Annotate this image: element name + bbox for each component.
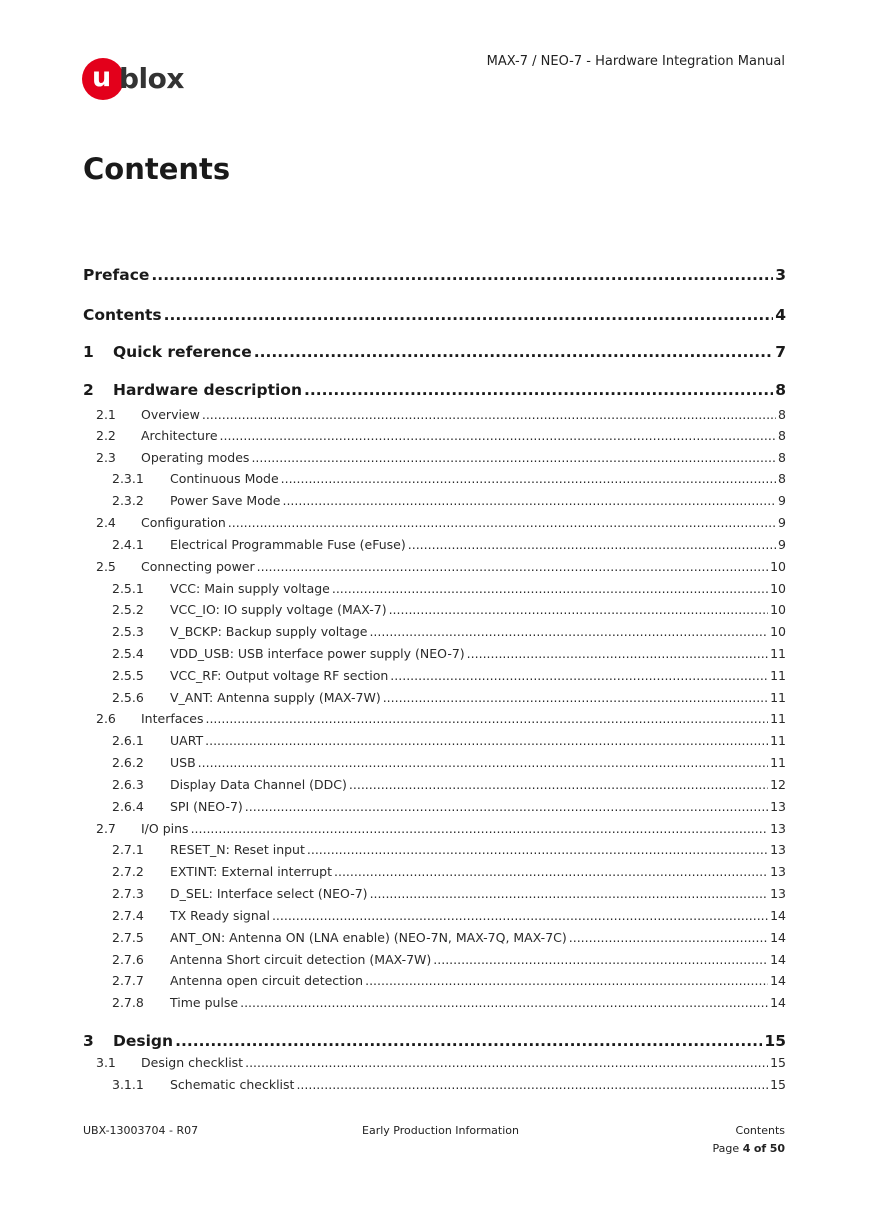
toc-entry[interactable]	[83, 864, 786, 879]
toc-entry[interactable]	[83, 537, 786, 552]
toc-entry-number: 2.5.3	[112, 624, 144, 639]
toc-entry-title: Design	[113, 1032, 174, 1050]
toc-entry-title: I/O pins	[141, 821, 189, 836]
toc-entry-number: 2.5.5	[112, 668, 144, 683]
toc-entry-page: 11	[770, 733, 786, 748]
toc-entry-page: 8	[778, 450, 786, 465]
page-title: Contents	[83, 152, 231, 186]
toc-entry-number: 2.3	[96, 450, 116, 465]
toc-leader-dots	[383, 690, 768, 705]
toc-leader-dots	[370, 886, 769, 901]
toc-entry-title: Electrical Programmable Fuse (eFuse)	[170, 537, 406, 552]
toc-entry-page: 10	[770, 602, 786, 617]
toc-entry-page: 8	[775, 381, 786, 399]
toc-entry-title: Overview	[141, 407, 200, 422]
toc-entry[interactable]	[83, 952, 786, 967]
toc-leader-dots	[365, 973, 768, 988]
document-title: MAX-7 / NEO-7 - Hardware Integration Manual	[486, 54, 785, 69]
toc-entry[interactable]	[83, 559, 786, 574]
ublox-logo	[82, 58, 192, 100]
toc-entry-number: 2.5.6	[112, 690, 144, 705]
toc-leader-dots	[254, 343, 773, 361]
toc-entry-number: 2.6.3	[112, 777, 144, 792]
toc-entry-page: 10	[770, 581, 786, 596]
toc-entry-number: 2.6	[96, 711, 116, 726]
toc-entry[interactable]	[83, 755, 786, 770]
footer-doc-id: UBX-13003704 - R07	[83, 1124, 199, 1137]
toc-entry-title: Operating modes	[141, 450, 250, 465]
toc-entry-page: 11	[770, 690, 786, 705]
toc-entry-page: 9	[778, 493, 786, 508]
toc-entry[interactable]	[83, 266, 786, 284]
toc-entry-page: 13	[770, 864, 786, 879]
toc-leader-dots	[245, 1055, 768, 1070]
toc-entry-page: 14	[770, 973, 786, 988]
toc-entry-title: Connecting power	[141, 559, 255, 574]
toc-entry-title: Antenna Short circuit detection (MAX-7W)	[170, 952, 432, 967]
toc-entry-title: SPI (NEO-7)	[170, 799, 243, 814]
page-current: 4	[742, 1142, 751, 1155]
toc-entry[interactable]	[83, 995, 786, 1010]
toc-entry-number: 2.5.2	[112, 602, 144, 617]
logo-blox: blox	[119, 62, 184, 95]
toc-entry-number: 2.3.1	[112, 471, 144, 486]
toc-entry[interactable]	[83, 821, 786, 836]
toc-entry[interactable]	[83, 799, 786, 814]
toc-entry-number: 2.5	[96, 559, 116, 574]
toc-entry-page: 14	[770, 995, 786, 1010]
toc-leader-dots	[282, 493, 776, 508]
toc-entry-number: 2.4.1	[112, 537, 144, 552]
toc-entry[interactable]	[83, 306, 786, 324]
toc-entry-number: 2.6.4	[112, 799, 144, 814]
page-prefix: Page	[712, 1142, 740, 1155]
toc-entry-number: 2.7.3	[112, 886, 144, 901]
toc-entry-title: VCC: Main supply voltage	[170, 581, 330, 596]
toc-leader-dots	[257, 559, 768, 574]
toc-entry-number: 2.5.1	[112, 581, 144, 596]
toc-entry[interactable]	[83, 493, 786, 508]
toc-entry-page: 8	[778, 428, 786, 443]
toc-entry[interactable]	[83, 930, 786, 945]
toc-entry-title: Interfaces	[141, 711, 204, 726]
toc-entry-title: Quick reference	[113, 343, 252, 361]
toc-entry-page: 15	[770, 1055, 786, 1070]
toc-entry-title: D_SEL: Interface select (NEO-7)	[170, 886, 368, 901]
toc-entry-number: 2.6.2	[112, 755, 144, 770]
toc-entry-title: RESET_N: Reset input	[170, 842, 305, 857]
toc-leader-dots	[228, 515, 776, 530]
toc-entry[interactable]	[83, 381, 786, 399]
toc-leader-dots	[281, 471, 776, 486]
toc-entry[interactable]	[83, 1077, 786, 1092]
toc-leader-dots	[164, 306, 774, 324]
toc-entry-number: 2.3.2	[112, 493, 144, 508]
toc-entry-number: 2.7.7	[112, 973, 144, 988]
toc-entry-page: 4	[775, 306, 786, 324]
toc-entry-number: 2.2	[96, 428, 116, 443]
toc-entry-title: TX Ready signal	[170, 908, 270, 923]
toc-entry-page: 13	[770, 821, 786, 836]
toc-entry-number: 2.7.1	[112, 842, 144, 857]
toc-entry-page: 14	[770, 908, 786, 923]
toc-entry[interactable]	[83, 1032, 786, 1050]
toc-entry[interactable]	[83, 1055, 786, 1070]
toc-entry-page: 15	[764, 1032, 786, 1050]
toc-entry-title: Design checklist	[141, 1055, 244, 1070]
toc-leader-dots	[334, 864, 768, 879]
toc-leader-dots	[304, 381, 773, 399]
toc-entry[interactable]	[83, 624, 786, 639]
toc-leader-dots	[220, 428, 777, 443]
toc-entry-number: 3	[83, 1032, 94, 1050]
toc-entry[interactable]	[83, 515, 786, 530]
toc-entry[interactable]	[83, 733, 786, 748]
toc-entry-page: 12	[770, 777, 786, 792]
toc-entry-title: V_BCKP: Backup supply voltage	[170, 624, 368, 639]
toc-entry[interactable]	[83, 581, 786, 596]
toc-entry[interactable]	[83, 973, 786, 988]
footer-section: Contents	[735, 1124, 785, 1137]
page-total: 50	[769, 1142, 785, 1155]
toc-entry-title: Preface	[83, 266, 150, 284]
toc-entry-number: 1	[83, 343, 94, 361]
toc-entry-page: 10	[770, 559, 786, 574]
toc-entry[interactable]	[83, 777, 786, 792]
toc-leader-dots	[191, 821, 769, 836]
toc-leader-dots	[151, 266, 773, 284]
toc-entry-number: 2.7.2	[112, 864, 144, 879]
toc-entry-page: 14	[770, 930, 786, 945]
logo-u: u	[92, 62, 112, 93]
toc-entry[interactable]	[83, 343, 786, 361]
toc-leader-dots	[349, 777, 768, 792]
toc-leader-dots	[251, 450, 776, 465]
toc-entry-title: ANT_ON: Antenna ON (LNA enable) (NEO-7N, MAX-7Q, MAX-7C)	[170, 930, 567, 945]
toc-entry-page: 8	[778, 407, 786, 422]
toc-entry-title: Schematic checklist	[170, 1077, 295, 1092]
toc-entry-page: 10	[770, 624, 786, 639]
toc-entry-number: 2	[83, 381, 94, 399]
toc-entry[interactable]	[83, 646, 786, 661]
toc-leader-dots	[433, 952, 768, 967]
toc-entry[interactable]	[83, 407, 786, 422]
footer-status: Early Production Information	[362, 1124, 519, 1137]
toc-entry[interactable]	[83, 886, 786, 901]
toc-entry-number: 3.1	[96, 1055, 116, 1070]
toc-entry-title: Display Data Channel (DDC)	[170, 777, 347, 792]
toc-entry-title: Continuous Mode	[170, 471, 279, 486]
toc-entry-title: USB	[170, 755, 196, 770]
toc-entry-title: VDD_USB: USB interface power supply (NEO-7)	[170, 646, 465, 661]
toc-entry[interactable]	[83, 842, 786, 857]
toc-entry-page: 14	[770, 952, 786, 967]
toc-entry-title: Power Save Mode	[170, 493, 281, 508]
toc-entry-page: 8	[778, 471, 786, 486]
toc-entry-page: 11	[770, 668, 786, 683]
toc-leader-dots	[198, 755, 768, 770]
toc-entry[interactable]	[83, 711, 786, 726]
footer-page-number	[713, 1142, 785, 1155]
toc-entry-title: Contents	[83, 306, 162, 324]
toc-leader-dots	[240, 995, 768, 1010]
toc-entry-number: 2.1	[96, 407, 116, 422]
toc-entry-number: 2.4	[96, 515, 116, 530]
toc-leader-dots	[569, 930, 768, 945]
toc-leader-dots	[205, 711, 768, 726]
toc-entry-number: 2.7.4	[112, 908, 144, 923]
toc-entry-page: 13	[770, 799, 786, 814]
toc-leader-dots	[175, 1032, 762, 1050]
toc-leader-dots	[272, 908, 768, 923]
toc-leader-dots	[202, 407, 776, 422]
toc-entry-title: Hardware description	[113, 381, 302, 399]
toc-entry[interactable]	[83, 450, 786, 465]
toc-leader-dots	[390, 668, 768, 683]
toc-leader-dots	[307, 842, 768, 857]
toc-entry-title: EXTINT: External interrupt	[170, 864, 332, 879]
toc-entry[interactable]	[83, 668, 786, 683]
toc-leader-dots	[389, 602, 769, 617]
toc-entry-title: Configuration	[141, 515, 226, 530]
toc-entry-page: 3	[775, 266, 786, 284]
toc-entry-page: 11	[770, 755, 786, 770]
toc-entry-title: Architecture	[141, 428, 218, 443]
toc-leader-dots	[332, 581, 768, 596]
toc-entry[interactable]	[83, 602, 786, 617]
toc-leader-dots	[205, 733, 768, 748]
toc-entry[interactable]	[83, 690, 786, 705]
toc-entry-number: 2.7.6	[112, 952, 144, 967]
toc-entry[interactable]	[83, 908, 786, 923]
toc-entry-page: 13	[770, 886, 786, 901]
page-of: of	[753, 1142, 767, 1155]
toc-leader-dots	[245, 799, 768, 814]
toc-entry-page: 7	[775, 343, 786, 361]
toc-leader-dots	[408, 537, 776, 552]
toc-entry-title: VCC_IO: IO supply voltage (MAX-7)	[170, 602, 387, 617]
toc-entry-title: VCC_RF: Output voltage RF section	[170, 668, 389, 683]
toc-entry[interactable]	[83, 471, 786, 486]
toc-entry-number: 2.7.5	[112, 930, 144, 945]
toc-entry[interactable]	[83, 428, 786, 443]
toc-entry-page: 11	[770, 711, 786, 726]
toc-entry-title: Time pulse	[170, 995, 239, 1010]
toc-entry-page: 13	[770, 842, 786, 857]
toc-entry-page: 9	[778, 515, 786, 530]
toc-entry-title: UART	[170, 733, 204, 748]
toc-entry-number: 2.7	[96, 821, 116, 836]
toc-leader-dots	[467, 646, 768, 661]
toc-entry-title: V_ANT: Antenna supply (MAX-7W)	[170, 690, 381, 705]
toc-entry-page: 15	[770, 1077, 786, 1092]
toc-leader-dots	[369, 624, 768, 639]
toc-leader-dots	[296, 1077, 768, 1092]
toc-entry-number: 2.5.4	[112, 646, 144, 661]
toc-entry-page: 11	[770, 646, 786, 661]
toc-entry-title: Antenna open circuit detection	[170, 973, 364, 988]
toc-entry-number: 2.6.1	[112, 733, 144, 748]
toc-entry-number: 2.7.8	[112, 995, 144, 1010]
toc-entry-number: 3.1.1	[112, 1077, 144, 1092]
toc-entry-page: 9	[778, 537, 786, 552]
